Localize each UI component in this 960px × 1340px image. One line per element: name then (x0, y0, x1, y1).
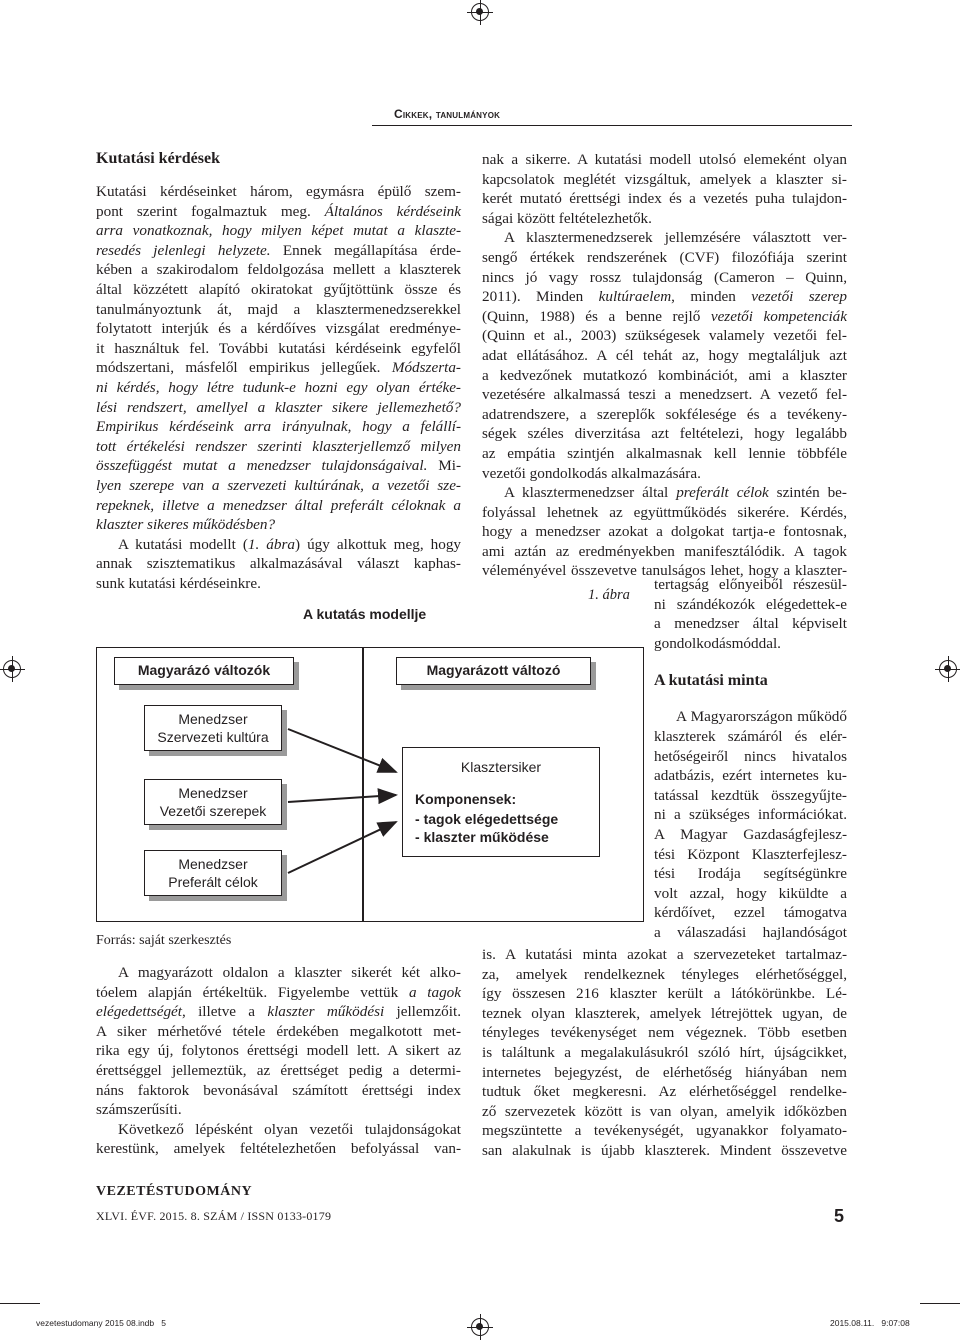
paragraph (654, 707, 847, 942)
italic-run: tott értékelési rendszer szerinti klaszterjellemző milyen (96, 437, 461, 455)
text-line (654, 634, 847, 654)
text-run: folytatott interjúk és a kérdőíves vizsgálat eredménye- (96, 320, 461, 338)
text-run: za, amelyek rendelkeznek tényleges elérhetőséggel, (482, 965, 847, 983)
text-run: tudtuk őket megkeresni. Az elérhetőséggel rendelke- (482, 1083, 847, 1101)
text-line (482, 945, 847, 965)
section-title: Cikkek, tanulmányok (394, 107, 501, 121)
text-run: gondolkodásmóddal. (654, 634, 781, 652)
text-run: A Magyarországon működő (676, 708, 847, 726)
text-run: A Magyar Gazdaságfejlesz- (654, 825, 847, 843)
text-line (482, 1141, 847, 1161)
text-run: ami aztán az eredményekben manifesztálódik. A tagok (482, 542, 847, 560)
text-line (482, 170, 847, 190)
italic-run: lyen szerepe van a szervezeti kultúrának, a vezetői sze- (96, 476, 461, 494)
text-line (96, 182, 461, 202)
box-line: Vezetői szerepek (159, 803, 267, 819)
text-run: folyással lehetnek az együttműködés sikerére. Kérdés, (482, 503, 847, 521)
text-line (96, 339, 461, 359)
component-item: - klaszter működése (415, 829, 549, 845)
paragraph (654, 575, 847, 653)
text-line (482, 1063, 847, 1083)
text-line (482, 287, 847, 307)
slug-date: 2015.08.11. 9:07:08 (830, 1318, 910, 1328)
text-line (482, 385, 847, 405)
text-run: a menedzser által képviselt (654, 615, 847, 633)
italic-run: elégedettségét (96, 1003, 183, 1021)
text-line (482, 1023, 847, 1043)
text-line (482, 464, 847, 484)
section-heading: A kutatási minta (654, 672, 768, 690)
arrow-roles (288, 795, 396, 802)
text-run: 2011). Minden (482, 288, 599, 306)
text-line (482, 965, 847, 985)
box-line: Szervezeti kultúra (157, 729, 269, 745)
paragraph (96, 1120, 461, 1159)
text-run: kapcsolatok meglétét vizsgáltuk, amelyek a klaszter si- (482, 170, 847, 188)
text-run: kérdőívet, ezzel támogatva (654, 904, 847, 922)
text-run: is találtunk a megalakulásukról szóló hírt, újságcikket, (482, 1043, 847, 1061)
running-header (394, 107, 500, 121)
text-line (482, 150, 847, 170)
text-run: klaszterek számáról és elér- (654, 727, 847, 745)
text-line (96, 1061, 461, 1081)
italic-run: lési rendszert, amellyel a klaszter sikere jellemezhető? (96, 398, 461, 416)
italic-run: összefüggést mutat a menedzser tulajdonságaival. (96, 457, 428, 475)
text-line (654, 575, 847, 595)
text-line (482, 248, 847, 268)
paragraph (96, 963, 461, 1120)
header-rule (372, 125, 852, 126)
text-run: számszerűsíti. (96, 1101, 182, 1119)
text-run: Ennek megállapítása érde- (270, 241, 461, 259)
component-label: klaszter működése (423, 829, 549, 845)
text-line (654, 614, 847, 634)
text-line (96, 437, 461, 457)
text-line (96, 202, 461, 222)
crop-mark (920, 1303, 960, 1304)
text-run: megszüntette a tevékenységét, ugyanakkor folyamato- (482, 1122, 847, 1140)
text-line (482, 1082, 847, 1102)
text-run: a válaszadási hajlandóságot (654, 923, 847, 941)
text-run: jellemzőit. (384, 1003, 462, 1021)
text-line (96, 574, 461, 594)
text-line (482, 209, 847, 229)
text-run: volt azzal, hogy kiküldte a (654, 884, 847, 902)
text-line (654, 595, 847, 615)
text-run: tóelem alapján értékeltük. Figyelembe vettük (96, 983, 409, 1001)
text-line (96, 515, 461, 535)
paragraph (482, 150, 847, 228)
cluster-success-box (402, 747, 600, 857)
text-run: tanulmányoztunk át, majd a klasztermenedzserekkel (96, 300, 461, 318)
paragraph (482, 228, 847, 483)
text-line (96, 241, 461, 261)
text-run: nincs jó vagy rossz tulajdonság (Cameron – Quinn, (482, 268, 847, 286)
text-run: szintén be- (768, 484, 847, 502)
text-run: it használtuk fel. További kutatási kérdéseink egyfelől (96, 339, 461, 357)
text-run: A kutatási modellt ( (118, 535, 248, 553)
text-run: san alakulnak is újabb klaszterek. Mindent összevetve (482, 1141, 847, 1159)
text-run: ni a szükséges információkat. (654, 806, 847, 824)
text-run: internetes bejegyzést, de elérhetőség hiányában nem (482, 1063, 847, 1081)
text-line (482, 1043, 847, 1063)
text-line (96, 535, 461, 555)
text-run: ző szervezetek között is van olyan, amelyik időközben (482, 1102, 847, 1120)
text-line (96, 476, 461, 496)
text-line (482, 984, 847, 1004)
text-run: A siker mérhetővé tétele érdekében megalkotott met- (96, 1022, 461, 1040)
text-line (482, 346, 847, 366)
text-run: , illetve a (182, 1003, 268, 1021)
text-run: sengő értékek rendszerének (CVF) filozófiája szerint (482, 248, 847, 266)
text-line (482, 366, 847, 386)
text-run: kerestünk, amelyek feltételezhetően befolyással van- (96, 1140, 461, 1158)
text-run: A klasztermenedzserek jellemzésére választott ver- (504, 229, 847, 247)
text-run: sunk kutatási kérdéseinkre. (96, 574, 261, 592)
text-line (96, 554, 461, 574)
paragraph (96, 535, 461, 594)
text-line (654, 766, 847, 786)
text-run: a kedvezőnek mutatkozó kombinációt, ami a klaszter (482, 366, 847, 384)
text-line (96, 221, 461, 241)
left-column-bottom (96, 963, 461, 1159)
text-run: teznek olyan klaszterek, amelyek létrejöttek ugyan, de (482, 1004, 847, 1022)
figure-source: Forrás: saját szerkesztés (96, 933, 232, 948)
italic-run: klaszter működési (267, 1003, 385, 1021)
text-run: Következő lépésként olyan vezetői tulajdonságokat (118, 1120, 461, 1138)
registration-mark-right (939, 660, 957, 678)
text-run: rika egy új, folytonos érettségi modell lett. A sikert az (96, 1042, 461, 1060)
box-line: Menedzser (178, 785, 248, 801)
text-line (96, 398, 461, 418)
arrow-culture (288, 729, 396, 772)
text-run: vezetői gondolkodás alkalmazására. (482, 464, 701, 482)
component-label: tagok elégedettsége (423, 811, 559, 827)
registration-mark-bottom (471, 1318, 489, 1336)
italic-run: arra vonatkoznak, hogy milyen képet mutat a klaszte- (96, 222, 461, 240)
text-line (96, 1022, 461, 1042)
text-run: kerét mutató érettségi index és a vezetés puha tulajdon- (482, 190, 847, 208)
text-run: hetőségeiről nincs hivatalos (654, 747, 847, 765)
text-run: tési Központ Klaszterfejlesz- (654, 845, 847, 863)
text-line (482, 503, 847, 523)
left-column-top (96, 149, 461, 593)
right-column-wrap (654, 575, 847, 943)
text-line (654, 825, 847, 845)
arrow-goals (288, 822, 396, 873)
text-line (654, 845, 847, 865)
text-run: Mi- (427, 457, 462, 475)
text-line (96, 1120, 461, 1140)
box-line: Menedzser (178, 711, 248, 727)
italic-run: Módszerta- (391, 359, 461, 377)
text-run: érettséggel jellemeztük, az érettséget pedig a determi- (96, 1061, 461, 1079)
text-line (482, 189, 847, 209)
text-line (96, 260, 461, 280)
italic-run: vezetői szerep (751, 288, 847, 306)
text-run: pont szerint fogalmaztuk meg. (96, 202, 325, 220)
text-line (96, 319, 461, 339)
text-run: A klasztermenedzser által (504, 484, 677, 502)
text-line (96, 1002, 461, 1022)
text-line (654, 923, 847, 943)
italic-run: klaszter sikeres működésben? (96, 516, 276, 534)
text-line (96, 983, 461, 1003)
text-run: annak szisztematikus alkalmazásával választ kaphas- (96, 555, 461, 573)
text-line (96, 963, 461, 983)
text-line (96, 456, 461, 476)
text-line (482, 326, 847, 346)
italic-run: ni kérdés, hogy létre tudunk-e hozni egy olyan értéke- (96, 378, 461, 396)
text-line (654, 727, 847, 747)
text-run: A magyarázott oldalon a klaszter sikerét két alko- (118, 964, 461, 981)
text-run: vezetésére alkalmassá teszi a menedzsert. A vezető fel- (482, 386, 847, 404)
text-line (96, 358, 461, 378)
section-heading: Kutatási kérdések (96, 150, 220, 167)
text-line (96, 378, 461, 398)
text-run: kében a szakirodalom feldolgozása mellett a klaszterek (96, 261, 461, 279)
text-line (96, 280, 461, 300)
italic-run: vezetői kompetenciák (710, 307, 847, 325)
text-line (482, 424, 847, 444)
paragraph (482, 483, 847, 581)
text-line (654, 884, 847, 904)
text-run: adatbázis, ezért internetes ku- (654, 767, 847, 785)
text-run: tényleges tevékenységet nem végeznek. Több esetben (482, 1024, 847, 1042)
text-run: ságai között feltételezhetők. (482, 209, 652, 227)
text-run: náns faktorok bevonásával számított érettségi index (96, 1081, 461, 1099)
components-title: Komponensek: (415, 791, 517, 807)
text-line (482, 444, 847, 464)
italic-run: Általános kérdéseink (324, 202, 461, 220)
paragraph (96, 182, 461, 535)
text-run: tési Irodája segítségünkre (654, 865, 847, 883)
text-run: módszertani, másfelől empirikus jellegűek. (96, 359, 392, 377)
text-line (96, 417, 461, 437)
footer-issue: XLVI. ÉVF. 2015. 8. SZÁM / ISSN 0133-0179 (96, 1209, 332, 1223)
text-run: által közzétett alapító okiratokat gyűjtöttünk össze és (96, 280, 461, 298)
footer-journal: VEZETÉSTUDOMÁNY (96, 1184, 253, 1199)
text-run: (Quinn et al., 2003) szükségesek valamely vezetői fel- (482, 327, 847, 345)
cluster-success-title: Klasztersiker (460, 759, 542, 775)
text-line (654, 903, 847, 923)
explained-header-label: Magyarázott változó (426, 662, 561, 678)
text-run: Kutatási kérdéseinket három, egymásra épülő szem- (96, 183, 461, 200)
text-line (482, 228, 847, 248)
box-line: Menedzser (178, 856, 248, 872)
text-line (482, 522, 847, 542)
text-run: tatással kezdtük összegyűjte- (654, 786, 847, 804)
text-run: az empátia szintjén alkalmasnak kell lennie többféle (482, 444, 847, 462)
text-line (654, 805, 847, 825)
right-column-bottom (482, 945, 847, 1161)
italic-run: a tagok (408, 983, 462, 1001)
text-line (482, 1121, 847, 1141)
text-line (96, 1081, 461, 1101)
italic-run: Empirikus kérdéseink arra irányulnak, hogy a felállí- (96, 418, 461, 436)
figure-label: 1. ábra (588, 587, 630, 603)
text-line (482, 483, 847, 503)
text-run: ) úgy alkottuk meg, hogy (295, 535, 462, 553)
text-line (482, 1004, 847, 1024)
text-line (96, 496, 461, 516)
text-run: is. A kutatási minta azokat a szervezeteket tartalmaz- (482, 946, 847, 963)
italic-run: 1. ábra (247, 535, 295, 553)
text-run: nak a sikerre. A kutatási modell utolsó elemeként olyan (482, 151, 847, 168)
figure-model (96, 647, 644, 922)
text-line (96, 1100, 461, 1120)
box-line: Preferált célok (168, 874, 258, 890)
italic-run: kultúraelem (598, 288, 672, 306)
crop-mark (0, 1303, 40, 1304)
page-number: 5 (834, 1206, 845, 1226)
registration-mark-left (3, 660, 21, 678)
text-line (96, 1041, 461, 1061)
italic-run: repeknek, illetve a menedzser által preferált céloknak a (96, 496, 461, 514)
paragraph (482, 945, 847, 1161)
text-run: tertagság előnyeiből részesül- (654, 576, 847, 593)
text-line (654, 707, 847, 727)
text-line (654, 747, 847, 767)
slug-file: vezetestudomany 2015 08.indb 5 (36, 1318, 166, 1328)
text-run: adat ellátásához. A cél tehát az, hogy megtaláljuk azt (482, 346, 847, 364)
right-column-top (482, 150, 847, 581)
text-line (654, 786, 847, 806)
text-run: (Quinn, 1988) és a benne rejlő (482, 307, 711, 325)
text-line (482, 307, 847, 327)
italic-run: resedés jelenlegi helyzete. (96, 241, 271, 259)
explanatory-header-label: Magyarázó változók (137, 662, 271, 678)
text-run: ségek széles diverzitása azt feltételezi, hogy legalább (482, 425, 847, 443)
text-line (96, 300, 461, 320)
text-run: , minden (671, 288, 752, 306)
text-line (482, 1102, 847, 1122)
text-line (482, 268, 847, 288)
component-item: - tagok elégedettsége (415, 811, 559, 827)
figure-title: A kutatás modellje (303, 606, 427, 622)
text-line (482, 542, 847, 562)
text-line (482, 405, 847, 425)
text-run: hogy a menedzser azokat a dolgokat tartja-e fontosnak, (482, 523, 847, 541)
italic-run: preferált célok (676, 484, 769, 502)
text-run: véleményével összevetve tanulságos lehet, hogy a klaszter- (482, 562, 847, 580)
text-run: adatrendszere, a szereplők sokfélesége és a tevékeny- (482, 405, 847, 423)
registration-mark-top (471, 3, 489, 21)
text-run: ni szándékozók elégedettek-e (654, 595, 847, 613)
text-run: így összesen 216 klaszter került a látókörünkbe. Lé- (482, 985, 847, 1003)
text-line (654, 864, 847, 884)
text-line (96, 1139, 461, 1159)
